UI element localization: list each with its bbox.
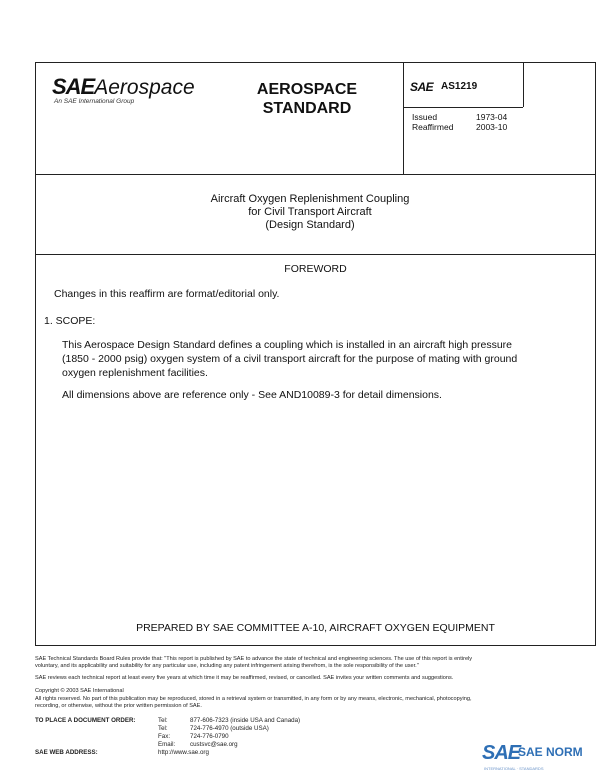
header-divider-left	[403, 62, 404, 174]
email-link[interactable]: custsvc@sae.org	[190, 741, 238, 748]
tel-label-1: Tel:	[158, 717, 168, 724]
doc-number-box-edge	[523, 62, 524, 107]
doc-org-logo: SAE	[410, 80, 434, 94]
doc-number-divider	[403, 107, 523, 108]
scope-line1: This Aerospace Design Standard defines a coupling which is installed in an aircraft high pressure	[62, 339, 513, 351]
title-line3: (Design Standard)	[265, 219, 355, 231]
rights-line2: recording, or otherwise, without the prior written permission of SAE.	[35, 703, 202, 709]
web-label: SAE WEB ADDRESS:	[35, 749, 98, 756]
logo-aerospace-text: Aerospace	[94, 76, 195, 99]
dimensions-note: All dimensions above are reference only - See AND10089-3 for detail dimensions.	[62, 389, 442, 401]
foreword-heading: FOREWORD	[284, 263, 347, 275]
web-link[interactable]: http://www.sae.org	[158, 749, 209, 756]
scope-paragraph	[62, 338, 517, 380]
tel-label-2: Tel:	[158, 725, 168, 732]
scope-heading: 1. SCOPE:	[44, 315, 96, 327]
prepared-by: PREPARED BY SAE COMMITTEE A-10, AIRCRAFT OXYGEN EQUIPMENT	[136, 622, 495, 634]
footer-rights	[35, 696, 472, 710]
doc-number: AS1219	[441, 81, 478, 92]
document-title	[60, 193, 560, 232]
title-line1: Aircraft Oxygen Replenishment Coupling	[210, 193, 410, 205]
title-divider-bottom	[35, 254, 596, 255]
standard-title-line2: STANDARD	[262, 100, 352, 117]
rules-line1: SAE Technical Standards Board Rules provide that: "This report is published by SAE to advance the state of technical and engineering sciences. The use of this report is entirely	[35, 656, 473, 662]
watermark-norm-text: SAE NORM	[518, 745, 583, 759]
email-label: Email:	[158, 741, 176, 748]
watermark-subtext: INTERNATIONAL · STANDARDS	[484, 766, 544, 771]
fax-value: 724-776-0790	[190, 733, 229, 740]
fax-label: Fax:	[158, 733, 171, 740]
tel-value-1[interactable]: 877-606-7323 (inside USA and Canada)	[190, 717, 301, 724]
title-divider-top	[35, 174, 596, 175]
footer-review: SAE reviews each technical report at least every five years at which time it may be reaffirmed, revised, or cancelled. SAE invites your written comments and suggestions.	[35, 675, 454, 681]
rights-line1: All rights reserved. No part of this publication may be reproduced, stored in a retrieval system or transmitted, in any form or by any means, electronic, mechanical, photocopying,	[35, 696, 472, 702]
scope-line2: (1850 - 2000 psig) oxygen system of a civil transport aircraft for the purpose of mating with ground	[62, 353, 518, 365]
logo-sae-text: SAE	[52, 74, 95, 99]
order-label: TO PLACE A DOCUMENT ORDER:	[35, 717, 136, 724]
title-line2: for Civil Transport Aircraft	[248, 206, 372, 218]
footer-rules	[35, 656, 472, 670]
sae-norm-watermark	[482, 742, 592, 772]
sae-aerospace-logo	[52, 74, 212, 110]
standard-type-title	[242, 80, 372, 118]
issued-value: 1973-04	[476, 112, 508, 122]
scope-line3: oxygen replenishment facilities.	[62, 367, 208, 379]
logo-tagline: An SAE International Group	[54, 98, 135, 105]
rules-line2: voluntary, and its applicability and suitability for any particular use, including any patent infringement arising therefrom, is the sole responsibility of the user."	[35, 663, 419, 669]
footer-copyright: Copyright © 2003 SAE International	[35, 688, 124, 694]
reaffirmed-label: Reaffirmed	[412, 122, 454, 132]
foreword-text: Changes in this reaffirm are format/editorial only.	[54, 288, 280, 300]
reaffirmed-value: 2003-10	[476, 122, 508, 132]
standard-title-line1: AEROSPACE	[256, 81, 358, 98]
issued-label: Issued	[412, 112, 438, 122]
tel-value-2[interactable]: 724-776-4970 (outside USA)	[190, 725, 269, 732]
watermark-sae-icon: SAE	[482, 742, 521, 764]
